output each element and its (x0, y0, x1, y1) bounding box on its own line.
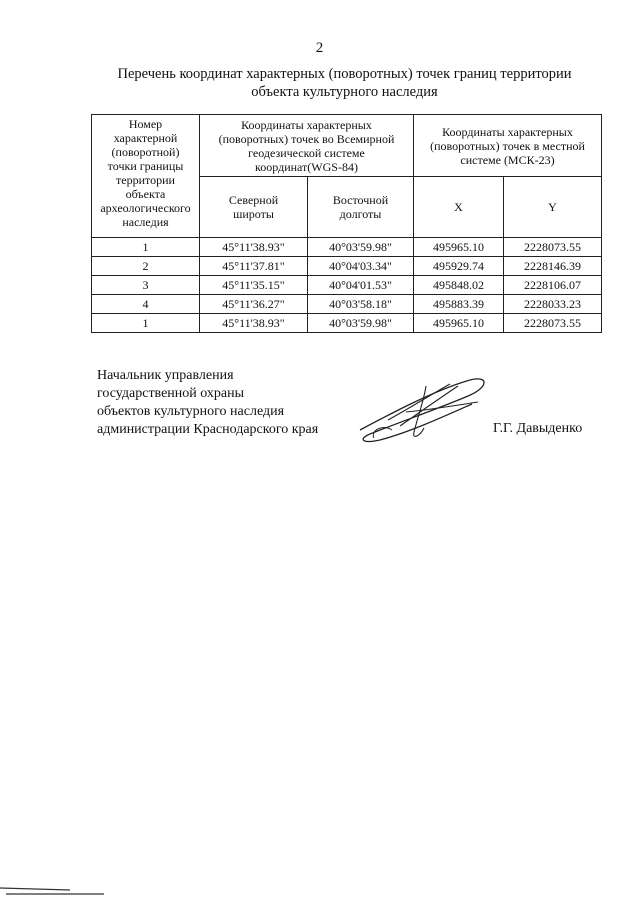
coordinates-table (91, 114, 602, 333)
title-line-2: объекта культурного наследия (251, 84, 438, 100)
header-point-number: Номер характерной (поворотной) точки границы территории объекта археологического наследия (92, 115, 200, 238)
cell-x: 495929.74 (414, 257, 504, 276)
document-title (80, 65, 609, 101)
cell-x: 495965.10 (414, 238, 504, 257)
table-row (92, 238, 602, 257)
cell-latitude: 45°11'37.81" (200, 257, 308, 276)
title-line-1: Перечень координат характерных (поворотных) точек границ территории (117, 66, 572, 82)
cell-y: 2228146.39 (504, 257, 602, 276)
cell-y: 2228073.55 (504, 314, 602, 333)
cell-y: 2228106.07 (504, 276, 602, 295)
position-line: администрации Краснодарского края (97, 422, 319, 437)
cell-longitude: 40°04'01.53" (308, 276, 414, 295)
cell-point-number: 4 (92, 295, 200, 314)
signatory-position (97, 367, 318, 439)
cell-latitude: 45°11'35.15" (200, 276, 308, 295)
cell-latitude: 45°11'38.93" (200, 314, 308, 333)
cell-longitude: 40°03'59.98" (308, 314, 414, 333)
header-north-latitude: Северной широты (200, 177, 308, 238)
signer-name: Г.Г. Давыденко (493, 421, 583, 436)
scan-margin-mark (0, 878, 106, 898)
header-wgs84: Координаты характерных (поворотных) точек во Всемирной геодезической системе координат(WGS-84) (200, 115, 414, 177)
header-msk23: Координаты характерных (поворотных) точек в местной системе (МСК-23) (414, 115, 602, 177)
cell-longitude: 40°03'58.18" (308, 295, 414, 314)
cell-x: 495965.10 (414, 314, 504, 333)
cell-longitude: 40°04'03.34" (308, 257, 414, 276)
page-number: 2 (315, 40, 324, 56)
position-line: Начальник управления (97, 368, 234, 383)
table-row (92, 295, 602, 314)
header-y: Y (504, 177, 602, 238)
cell-y: 2228073.55 (504, 238, 602, 257)
cell-point-number: 1 (92, 314, 200, 333)
handwritten-signature (340, 372, 500, 448)
cell-point-number: 2 (92, 257, 200, 276)
table-row (92, 257, 602, 276)
header-x: X (414, 177, 504, 238)
cell-x: 495848.02 (414, 276, 504, 295)
position-line: государственной охраны (97, 386, 245, 401)
cell-x: 495883.39 (414, 295, 504, 314)
position-line: объектов культурного наследия (97, 404, 285, 419)
header-east-longitude: Восточной долготы (308, 177, 414, 238)
cell-y: 2228033.23 (504, 295, 602, 314)
cell-longitude: 40°03'59.98" (308, 238, 414, 257)
cell-latitude: 45°11'36.27" (200, 295, 308, 314)
table-row (92, 276, 602, 295)
cell-point-number: 3 (92, 276, 200, 295)
cell-point-number: 1 (92, 238, 200, 257)
cell-latitude: 45°11'38.93" (200, 238, 308, 257)
table-row (92, 314, 602, 333)
